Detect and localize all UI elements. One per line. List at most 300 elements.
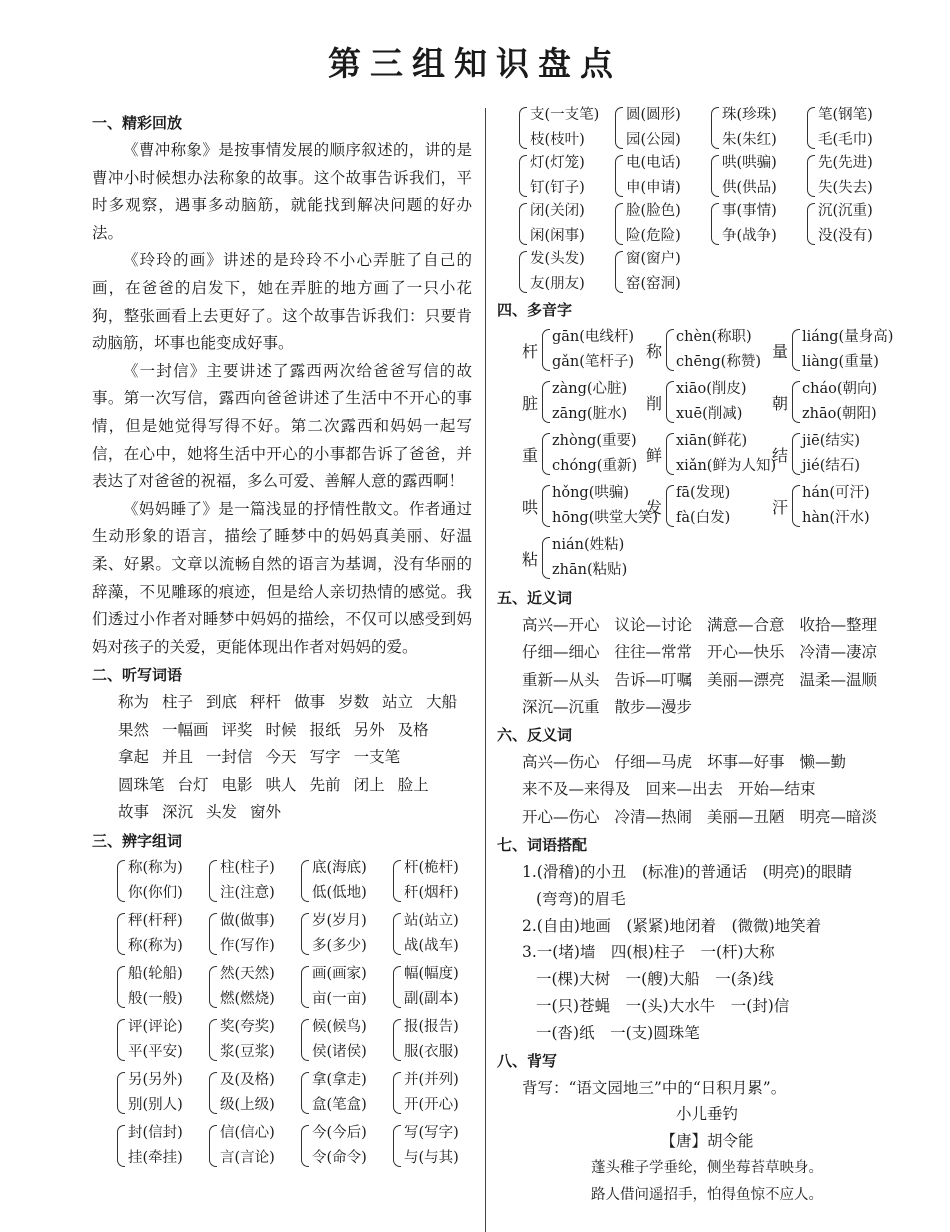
pair-word: 然(天然) bbox=[220, 965, 275, 982]
char-pair bbox=[711, 152, 807, 200]
synonym-list bbox=[497, 612, 897, 721]
pair-word: 浆(豆浆) bbox=[220, 1043, 275, 1060]
dictation-word: 先前 bbox=[309, 775, 341, 794]
brace-icon bbox=[209, 1072, 217, 1114]
antonym-pair: 懒—勤 bbox=[799, 753, 847, 772]
char-pair bbox=[117, 1067, 209, 1119]
pair-word: 友(朋友) bbox=[530, 276, 585, 292]
char-pair bbox=[519, 152, 615, 200]
poem-line: 蓬头稚子学垂纶，侧坐莓苔草映身。 bbox=[591, 1160, 823, 1177]
dictation-word: 哄人 bbox=[265, 775, 297, 794]
pair-word: 奖(夸奖) bbox=[220, 1018, 275, 1035]
char-pair bbox=[615, 152, 711, 200]
dictation-word: 一支笔 bbox=[353, 748, 401, 767]
pair-word: 般(一般) bbox=[128, 990, 183, 1007]
brace-icon bbox=[393, 1125, 401, 1167]
brace-icon bbox=[117, 966, 125, 1008]
antonym-pair: 冷清—热闹 bbox=[614, 807, 693, 826]
pair-word: 候(候鸟) bbox=[312, 1018, 367, 1035]
synonym-pair: 冷清—凄凉 bbox=[799, 643, 878, 662]
brace-icon bbox=[792, 329, 800, 371]
char-pair bbox=[393, 855, 485, 907]
synonym-pair: 温柔—温顺 bbox=[799, 670, 878, 689]
pair-word: 今(今后) bbox=[312, 1124, 367, 1141]
recitation-intro: 背写：“语文园地三”中的“日积月累”。 bbox=[522, 1078, 787, 1097]
brace-icon bbox=[542, 433, 550, 475]
polyphone-reading: zhòng(重要) bbox=[552, 433, 637, 449]
char-pair bbox=[117, 855, 209, 907]
brace-icon bbox=[666, 381, 674, 423]
brace-icon bbox=[792, 381, 800, 423]
dictation-word: 并且 bbox=[162, 748, 194, 767]
polyphone-entry bbox=[522, 480, 659, 532]
pair-word: 支(一支笔) bbox=[530, 107, 600, 123]
antonym-pair: 仔细—马虎 bbox=[614, 753, 693, 772]
dictation-word: 报纸 bbox=[309, 720, 341, 739]
polyphone-reading: gǎn(笔杆子) bbox=[552, 354, 635, 370]
pair-word: 言(言论) bbox=[220, 1149, 275, 1166]
polyphone-char: 称 bbox=[646, 341, 663, 361]
polyphone-char: 朝 bbox=[772, 393, 789, 413]
brace-icon bbox=[519, 155, 527, 197]
pair-word: 封(信封) bbox=[128, 1124, 183, 1141]
char-pair bbox=[117, 1120, 209, 1172]
char-pair bbox=[117, 908, 209, 960]
brace-icon bbox=[117, 1019, 125, 1061]
brace-icon bbox=[542, 485, 550, 527]
pair-word: 柱(柱子) bbox=[220, 859, 275, 876]
char-pair bbox=[393, 961, 485, 1013]
polyphone-reading: zhān(粘贴) bbox=[552, 562, 628, 578]
polyphone-char: 鲜 bbox=[646, 445, 663, 465]
pair-word: 秆(烟秆) bbox=[404, 884, 459, 901]
pair-word: 燃(燃烧) bbox=[220, 990, 275, 1007]
polyphone-reading: hàn(汗水) bbox=[802, 510, 870, 526]
brace-icon bbox=[301, 966, 309, 1008]
pair-word: 做(做事) bbox=[220, 912, 275, 929]
polyphone-reading: xiāo(削皮) bbox=[676, 381, 747, 397]
dictation-word: 果然 bbox=[118, 720, 150, 739]
polyphone-reading: gān(电线杆) bbox=[552, 329, 635, 345]
pair-word: 称(称为) bbox=[128, 859, 183, 876]
brace-icon bbox=[711, 155, 719, 197]
brace-icon bbox=[301, 1125, 309, 1167]
brace-icon bbox=[209, 1019, 217, 1061]
polyphone-reading: chèn(称职) bbox=[676, 329, 752, 345]
pair-word: 拿(拿走) bbox=[312, 1071, 367, 1088]
collocation-line: 一(只)苍蝇 一(头)大水牛 一(封)信 bbox=[536, 997, 790, 1016]
polyphone-char: 杆 bbox=[522, 341, 539, 361]
brace-icon bbox=[666, 329, 674, 371]
polyphone-entry bbox=[772, 480, 902, 532]
polyphone-char: 脏 bbox=[522, 393, 539, 413]
polyphone-entry bbox=[522, 324, 646, 376]
dictation-word: 窗外 bbox=[250, 803, 282, 822]
pair-word: 杆(桅杆) bbox=[404, 859, 459, 876]
section-heading-recitation: 八、背写 bbox=[497, 1051, 558, 1070]
brace-icon bbox=[519, 251, 527, 293]
section-heading-polyphones: 四、多音字 bbox=[497, 301, 573, 319]
char-pair bbox=[807, 152, 903, 200]
polyphone-reading: liáng(量身高) bbox=[802, 329, 894, 345]
antonym-pair: 坏事—好事 bbox=[707, 753, 785, 772]
char-pair bbox=[301, 1120, 393, 1172]
char-pair bbox=[117, 961, 209, 1013]
pair-word: 挂(牵挂) bbox=[128, 1149, 183, 1166]
pair-word: 评(评论) bbox=[128, 1018, 183, 1035]
synonym-pair: 往往—常常 bbox=[614, 643, 693, 662]
char-pair bbox=[615, 248, 711, 296]
pair-word: 写(写字) bbox=[404, 1124, 459, 1141]
dictation-word: 深沉 bbox=[162, 803, 194, 822]
pair-word: 亩(一亩) bbox=[312, 990, 367, 1007]
pair-word: 多(多少) bbox=[312, 937, 367, 954]
synonym-pair: 收拾—整理 bbox=[799, 616, 878, 634]
brace-icon bbox=[393, 1019, 401, 1061]
char-pair bbox=[519, 104, 615, 152]
section-heading-antonyms: 六、反义词 bbox=[497, 726, 573, 745]
brace-icon bbox=[301, 1072, 309, 1114]
section-heading-dictation: 二、听写词语 bbox=[92, 666, 183, 685]
dictation-word: 电影 bbox=[221, 775, 253, 794]
collocation-line: 一(棵)大树 一(艘)大船 一(条)线 bbox=[536, 970, 774, 989]
polyphone-char: 粘 bbox=[522, 549, 539, 569]
polyphone-reading: zāng(脏水) bbox=[552, 406, 628, 422]
poem-line: 路人借问遥招手，怕得鱼惊不应人。 bbox=[591, 1187, 823, 1204]
brace-icon bbox=[807, 107, 815, 149]
char-pair bbox=[519, 200, 615, 248]
pair-word: 注(注意) bbox=[220, 884, 275, 901]
polyphone-reading: zàng(心脏) bbox=[552, 381, 628, 397]
char-pair bbox=[209, 855, 301, 907]
brace-icon bbox=[615, 203, 623, 245]
poem-author: 【唐】胡令能 bbox=[660, 1132, 754, 1151]
pair-word: 险(危险) bbox=[626, 228, 681, 244]
pair-word: 闭(关闭) bbox=[530, 203, 585, 219]
pair-word: 枝(枝叶) bbox=[530, 132, 585, 148]
polyphone-reading: hōng(哄堂大笑) bbox=[552, 510, 659, 526]
paragraph-lingling: 《玲玲的画》讲述的是玲玲不小心弄脏了自己的画，在爸爸的启发下，她在弄脏的地方画了一只小花狗，整张画看上去更好了。这个故事告诉我们：只要肯动脑筋，坏事也能变成好事。 bbox=[92, 251, 472, 353]
brace-icon bbox=[792, 433, 800, 475]
polyphone-reading: chēng(称赞) bbox=[676, 354, 761, 370]
polyphone-entry bbox=[772, 376, 902, 428]
char-pair bbox=[807, 200, 903, 248]
antonym-list bbox=[497, 749, 897, 831]
brace-icon bbox=[117, 1072, 125, 1114]
polyphone-reading: jié(结石) bbox=[802, 458, 861, 474]
char-pair bbox=[301, 855, 393, 907]
synonym-pair: 深沉—沉重 bbox=[522, 697, 600, 716]
pair-word: 盒(笔盒) bbox=[312, 1096, 367, 1113]
char-pair-grid-continued bbox=[497, 104, 897, 296]
dictation-word: 评奖 bbox=[221, 720, 253, 739]
pair-word: 珠(珍珠) bbox=[722, 107, 777, 123]
dictation-word: 大船 bbox=[426, 693, 458, 712]
polyphone-char: 汗 bbox=[772, 497, 789, 517]
polyphone-grid bbox=[497, 324, 897, 584]
pair-word: 别(别人) bbox=[128, 1096, 183, 1113]
synonym-pair: 重新—从头 bbox=[522, 670, 600, 689]
char-pair bbox=[711, 200, 807, 248]
pair-word: 与(与其) bbox=[404, 1149, 459, 1166]
char-pair bbox=[209, 1014, 301, 1066]
polyphone-char: 量 bbox=[772, 341, 789, 361]
polyphone-entry bbox=[522, 376, 646, 428]
synonym-pair: 高兴—开心 bbox=[522, 616, 600, 634]
brace-icon bbox=[711, 203, 719, 245]
char-pair bbox=[117, 1014, 209, 1066]
paragraph-a-letter: 《一封信》主要讲述了露西两次给爸爸写信的故事。第一次写信，露西向爸爸讲述了生活中不开心的事情，但是她觉得写得不好。第二次露西和妈妈一起写信，在心中，她将生活中开心的小事都告诉了爸爸，并表达了对爸爸的祝福，多么可爱、善解人意的露西啊！ bbox=[92, 361, 472, 491]
dictation-word: 台灯 bbox=[177, 775, 209, 794]
page-title: 第三组知识盘点 bbox=[328, 44, 622, 83]
pair-word: 战(战车) bbox=[404, 937, 459, 954]
pair-word: 先(先进) bbox=[818, 155, 873, 171]
antonym-pair: 美丽—丑陋 bbox=[707, 807, 785, 826]
pair-word: 朱(朱红) bbox=[722, 132, 777, 148]
synonym-pair: 散步—漫步 bbox=[614, 697, 693, 716]
pair-word: 争(战争) bbox=[722, 228, 777, 244]
pair-word: 灯(灯笼) bbox=[530, 155, 585, 171]
brace-icon bbox=[209, 1125, 217, 1167]
char-pair bbox=[393, 1120, 485, 1172]
polyphone-reading: zhāo(朝阳) bbox=[802, 406, 877, 422]
pair-word: 脸(脸色) bbox=[626, 203, 681, 219]
char-pair bbox=[301, 961, 393, 1013]
polyphone-char: 重 bbox=[522, 445, 539, 465]
pair-word: 令(命令) bbox=[312, 1149, 367, 1166]
paragraph-cao-chong: 《曹冲称象》是按事情发展的顺序叙述的，讲的是曹冲小时候想办法称象的故事。这个故事告诉我们，平时多观察，遇事多动脑筋，就能找到解决问题的好办法。 bbox=[92, 141, 472, 242]
dictation-word: 闭上 bbox=[353, 775, 385, 794]
polyphone-reading: xuē(削减) bbox=[676, 406, 743, 422]
collocation-line: 一(沓)纸 一(支)圆珠笔 bbox=[536, 1023, 700, 1042]
polyphone-reading: fā(发现) bbox=[676, 485, 731, 501]
pair-word: 电(电话) bbox=[626, 155, 681, 171]
char-pair bbox=[209, 961, 301, 1013]
dictation-word: 一封信 bbox=[206, 748, 253, 767]
dictation-word: 头发 bbox=[206, 803, 238, 822]
dictation-word: 一幅画 bbox=[162, 720, 209, 739]
section-heading-collocations: 七、词语搭配 bbox=[497, 836, 588, 855]
polyphone-char: 哄 bbox=[522, 497, 539, 517]
antonym-pair: 高兴—伤心 bbox=[522, 753, 600, 772]
pair-word: 站(站立) bbox=[404, 912, 459, 929]
pair-word: 你(你们) bbox=[128, 884, 183, 901]
pair-word: 侯(诸侯) bbox=[312, 1043, 367, 1060]
pair-word: 钉(钉子) bbox=[530, 180, 585, 196]
dictation-word: 站立 bbox=[382, 693, 414, 712]
brace-icon bbox=[615, 155, 623, 197]
char-pair bbox=[301, 1067, 393, 1119]
char-pair bbox=[519, 248, 615, 296]
dictation-word: 故事 bbox=[118, 803, 150, 822]
pair-word: 毛(毛巾) bbox=[818, 132, 873, 148]
section-heading-review: 一、精彩回放 bbox=[92, 114, 183, 132]
column-divider bbox=[485, 108, 486, 1232]
pair-word: 供(供品) bbox=[722, 180, 777, 196]
dictation-word-list bbox=[92, 689, 472, 827]
pair-word: 申(申请) bbox=[626, 180, 681, 196]
right-column bbox=[497, 104, 897, 1209]
collocation-line: 2.(自由)地画 (紧紧)地闭着 (微微)地笑着 bbox=[522, 916, 822, 935]
pair-word: 并(并列) bbox=[404, 1071, 459, 1088]
brace-icon bbox=[393, 1072, 401, 1114]
char-pair bbox=[393, 1014, 485, 1066]
pair-word: 信(信心) bbox=[220, 1124, 275, 1141]
synonym-pair: 告诉—叮嘱 bbox=[614, 670, 693, 689]
brace-icon bbox=[542, 537, 550, 579]
antonym-pair: 来不及—来得及 bbox=[522, 780, 631, 799]
brace-icon bbox=[209, 913, 217, 955]
collocation-line: (弯弯)的眉毛 bbox=[536, 889, 626, 908]
brace-icon bbox=[542, 329, 550, 371]
polyphone-reading: chóng(重新) bbox=[552, 458, 638, 474]
pair-word: 秤(杆秤) bbox=[128, 912, 183, 929]
polyphone-reading: jiē(结实) bbox=[802, 433, 861, 449]
polyphone-entry bbox=[522, 532, 646, 584]
char-pair bbox=[711, 104, 807, 152]
synonym-pair: 美丽—漂亮 bbox=[707, 670, 785, 689]
pair-word: 平(平安) bbox=[128, 1043, 183, 1060]
pair-word: 底(海底) bbox=[312, 859, 367, 876]
brace-icon bbox=[209, 860, 217, 902]
dictation-word: 脸上 bbox=[397, 775, 429, 794]
antonym-pair: 回来—出去 bbox=[645, 780, 724, 799]
brace-icon bbox=[393, 966, 401, 1008]
brace-icon bbox=[792, 485, 800, 527]
dictation-word: 做事 bbox=[294, 693, 326, 712]
dictation-word: 秤杆 bbox=[250, 693, 282, 712]
brace-icon bbox=[519, 107, 527, 149]
char-pair bbox=[615, 104, 711, 152]
pair-word: 沉(沉重) bbox=[818, 203, 873, 219]
polyphone-reading: fà(白发) bbox=[676, 510, 731, 526]
polyphone-reading: hán(可汗) bbox=[802, 485, 870, 501]
polyphone-reading: xiān(鲜花) bbox=[676, 433, 748, 449]
pair-word: 画(画家) bbox=[312, 965, 367, 982]
brace-icon bbox=[615, 251, 623, 293]
pair-word: 作(写作) bbox=[220, 937, 275, 954]
section-heading-char-distinction: 三、辨字组词 bbox=[92, 831, 183, 850]
brace-icon bbox=[666, 485, 674, 527]
pair-word: 窑(窑洞) bbox=[626, 276, 681, 292]
brace-icon bbox=[393, 860, 401, 902]
polyphone-entry bbox=[646, 324, 772, 376]
char-pair bbox=[301, 908, 393, 960]
collocation-line: 3.一(堵)墙 四(根)柱子 一(杆)大称 bbox=[522, 943, 775, 962]
pair-word: 低(低地) bbox=[312, 884, 367, 901]
pair-word: 笔(钢笔) bbox=[818, 107, 873, 123]
pair-word: 称(称为) bbox=[128, 937, 183, 954]
dictation-word: 今天 bbox=[265, 748, 297, 767]
pair-word: 副(副本) bbox=[404, 990, 459, 1007]
pair-word: 失(失去) bbox=[818, 180, 873, 196]
dictation-word: 圆珠笔 bbox=[118, 775, 165, 794]
brace-icon bbox=[117, 1125, 125, 1167]
left-column bbox=[92, 109, 472, 1172]
dictation-word: 岁数 bbox=[338, 693, 370, 712]
pair-word: 没(没有) bbox=[818, 228, 873, 244]
polyphone-entry bbox=[772, 428, 902, 480]
brace-icon bbox=[615, 107, 623, 149]
polyphone-char: 发 bbox=[646, 497, 663, 517]
paragraph-mother-asleep: 《妈妈睡了》是一篇浅显的抒情性散文。作者通过生动形象的语言，描绘了睡梦中的妈妈真美丽、好温柔、好累。文章以流畅自然的语言为基调，没有华丽的辞藻，不见雕琢的痕迹，但是给人亲切热情的感觉。我们透过小作者对睡梦中妈妈的描绘，不仅可以感受到妈妈对孩子的关爱，更能体现出作者对妈妈的爱。 bbox=[92, 499, 472, 656]
polyphone-reading: nián(姓粘) bbox=[552, 537, 625, 553]
pair-word: 报(报告) bbox=[404, 1018, 459, 1035]
dictation-word: 另外 bbox=[353, 720, 385, 739]
pair-word: 及(及格) bbox=[220, 1071, 275, 1088]
antonym-pair: 开始—结束 bbox=[738, 780, 816, 799]
char-pair bbox=[393, 908, 485, 960]
pair-word: 窗(窗户) bbox=[626, 251, 681, 267]
brace-icon bbox=[393, 913, 401, 955]
brace-icon bbox=[542, 381, 550, 423]
pair-word: 幅(幅度) bbox=[404, 965, 459, 982]
char-pair bbox=[209, 1067, 301, 1119]
collocation-line: 1.(滑稽)的小丑 (标准)的普通话 (明亮)的眼睛 bbox=[522, 863, 853, 882]
polyphone-reading: xiǎn(鲜为人知) bbox=[676, 458, 777, 474]
pair-word: 另(另外) bbox=[128, 1071, 183, 1088]
polyphone-char: 削 bbox=[646, 393, 663, 413]
dictation-word: 柱子 bbox=[162, 693, 194, 712]
brace-icon bbox=[117, 913, 125, 955]
antonym-pair: 明亮—暗淡 bbox=[799, 807, 878, 826]
brace-icon bbox=[666, 433, 674, 475]
dictation-word: 到底 bbox=[206, 693, 238, 712]
char-pair bbox=[393, 1067, 485, 1119]
polyphone-reading: cháo(朝向) bbox=[802, 381, 878, 397]
polyphone-entry bbox=[522, 428, 646, 480]
brace-icon bbox=[117, 860, 125, 902]
pair-word: 哄(哄骗) bbox=[722, 155, 777, 171]
pair-word: 船(轮船) bbox=[128, 965, 183, 982]
polyphone-entry bbox=[646, 428, 777, 480]
brace-icon bbox=[807, 203, 815, 245]
polyphone-reading: hǒng(哄骗) bbox=[552, 485, 630, 501]
char-pair bbox=[807, 104, 903, 152]
brace-icon bbox=[209, 966, 217, 1008]
pair-word: 园(公园) bbox=[626, 132, 681, 148]
dictation-word: 拿起 bbox=[118, 748, 150, 767]
char-pair bbox=[301, 1014, 393, 1066]
polyphone-entry bbox=[646, 376, 772, 428]
char-pair-grid bbox=[92, 855, 472, 1172]
pair-word: 级(上级) bbox=[220, 1096, 275, 1113]
antonym-pair: 开心—伤心 bbox=[522, 807, 600, 826]
pair-word: 服(衣服) bbox=[404, 1043, 459, 1060]
synonym-pair: 仔细—细心 bbox=[522, 643, 600, 662]
dictation-word: 称为 bbox=[118, 693, 150, 712]
char-pair bbox=[209, 1120, 301, 1172]
brace-icon bbox=[301, 860, 309, 902]
section-heading-synonyms: 五、近义词 bbox=[497, 589, 573, 607]
dictation-word: 时候 bbox=[265, 720, 297, 739]
synonym-pair: 满意—合意 bbox=[707, 616, 785, 634]
polyphone-char: 结 bbox=[772, 445, 789, 465]
pair-word: 开(开心) bbox=[404, 1096, 459, 1113]
dictation-word: 写字 bbox=[309, 748, 341, 767]
pair-word: 发(头发) bbox=[530, 251, 585, 267]
poem-title: 小儿垂钓 bbox=[675, 1105, 738, 1124]
brace-icon bbox=[301, 913, 309, 955]
dictation-word: 及格 bbox=[397, 720, 429, 739]
char-pair bbox=[209, 908, 301, 960]
polyphone-entry bbox=[646, 480, 772, 532]
brace-icon bbox=[807, 155, 815, 197]
brace-icon bbox=[301, 1019, 309, 1061]
brace-icon bbox=[519, 203, 527, 245]
brace-icon bbox=[711, 107, 719, 149]
char-pair bbox=[615, 200, 711, 248]
